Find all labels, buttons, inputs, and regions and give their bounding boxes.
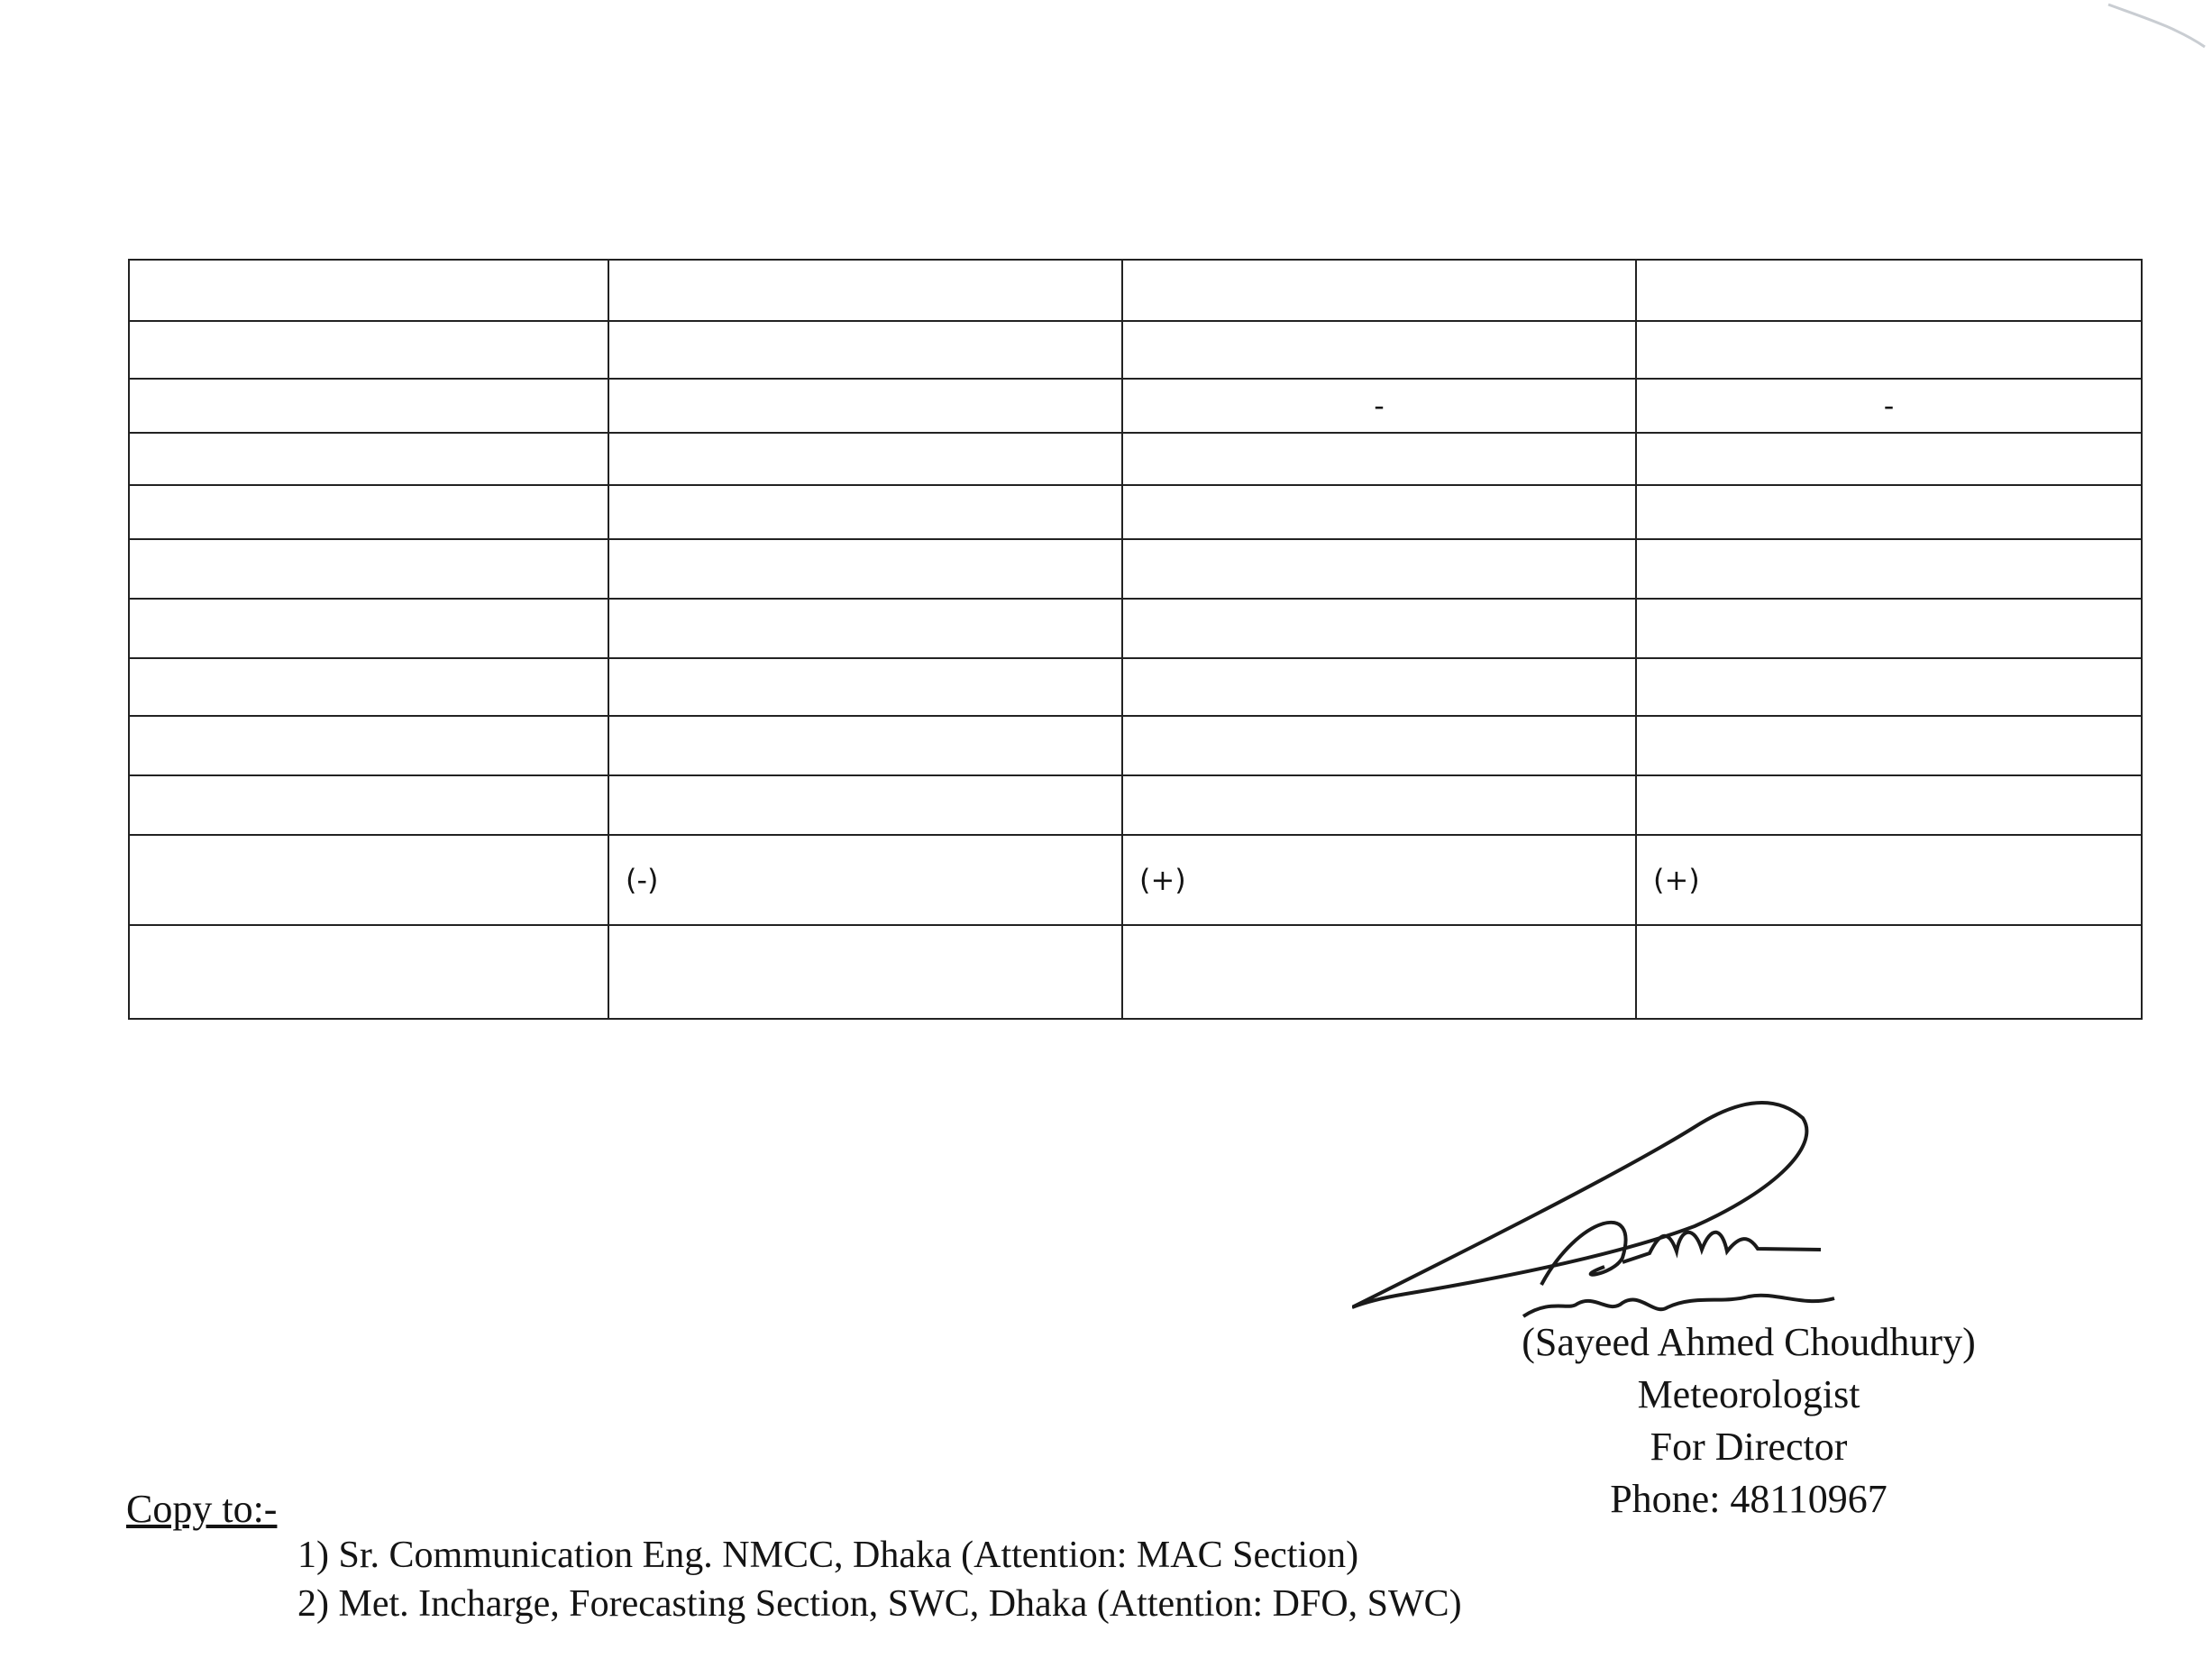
cell-value-pair xyxy=(1653,863,2125,897)
cell-value-primary: (-) xyxy=(626,863,659,897)
table-row xyxy=(129,658,2142,716)
cell-value-primary: (+) xyxy=(1139,863,1186,897)
copy-to-item: 2) Met. Incharge, Forecasting Section, SWC, Dhaka (Attention: DFO, SWC) xyxy=(297,1583,1462,1625)
table-cell xyxy=(1122,775,1636,835)
table-cell xyxy=(608,379,1122,433)
signatory-designation: Meteorologist xyxy=(1637,1372,1860,1416)
table-cell xyxy=(1122,433,1636,485)
table-cell xyxy=(1122,321,1636,379)
signatory-on-behalf: For Director xyxy=(1650,1425,1848,1469)
row-label xyxy=(129,260,608,321)
table-body xyxy=(129,260,2142,1019)
table-cell xyxy=(1636,835,2142,925)
table-cell xyxy=(1122,925,1636,1019)
table-row xyxy=(129,433,2142,485)
table-cell xyxy=(608,321,1122,379)
table-cell xyxy=(1122,260,1636,321)
table-cell xyxy=(608,433,1122,485)
table-row xyxy=(129,835,2142,925)
table-row xyxy=(129,775,2142,835)
table-cell xyxy=(1636,485,2142,539)
row-label xyxy=(129,599,608,658)
page-corner-scuff xyxy=(2104,0,2212,54)
row-label xyxy=(129,379,608,433)
table-cell xyxy=(608,539,1122,599)
table-cell xyxy=(1636,539,2142,599)
table-cell xyxy=(1636,658,2142,716)
copy-to-heading: Copy to:- xyxy=(126,1487,278,1531)
table-cell xyxy=(608,658,1122,716)
table-cell xyxy=(608,716,1122,775)
signature-block xyxy=(1406,1316,2091,1526)
row-label xyxy=(129,716,608,775)
table-row xyxy=(129,716,2142,775)
cell-value-pair xyxy=(626,863,1105,897)
row-label xyxy=(129,775,608,835)
signatory-name: (Sayeed Ahmed Choudhury) xyxy=(1522,1320,1976,1364)
copy-to-list xyxy=(297,1531,1462,1628)
row-label xyxy=(129,485,608,539)
row-label xyxy=(129,835,608,925)
cell-value-primary: (+) xyxy=(1653,863,1700,897)
table-cell xyxy=(1636,260,2142,321)
table-cell xyxy=(1636,433,2142,485)
table-cell xyxy=(1122,835,1636,925)
table-cell xyxy=(1122,599,1636,658)
table-cell xyxy=(1122,539,1636,599)
row-label xyxy=(129,433,608,485)
moon-position-table xyxy=(128,259,2143,1020)
table-cell xyxy=(608,925,1122,1019)
row-label xyxy=(129,658,608,716)
signature-scribble xyxy=(1352,1091,1929,1343)
table-cell xyxy=(1636,716,2142,775)
cell-value-pair xyxy=(1139,863,1619,897)
table-cell: - xyxy=(1122,379,1636,433)
table-cell xyxy=(1636,321,2142,379)
row-label xyxy=(129,925,608,1019)
table-row xyxy=(129,321,2142,379)
table-cell xyxy=(1636,599,2142,658)
table-cell xyxy=(1122,716,1636,775)
row-label xyxy=(129,539,608,599)
table-row xyxy=(129,379,2142,433)
table-cell xyxy=(1636,925,2142,1019)
table-cell xyxy=(1122,658,1636,716)
document-title xyxy=(0,70,2212,128)
table-cell xyxy=(1122,485,1636,539)
table-cell xyxy=(1636,775,2142,835)
table-row xyxy=(129,925,2142,1019)
table-cell xyxy=(608,260,1122,321)
table-cell xyxy=(608,835,1122,925)
table-cell xyxy=(608,599,1122,658)
table-row xyxy=(129,539,2142,599)
table-cell: - xyxy=(1636,379,2142,433)
table-row xyxy=(129,485,2142,539)
table-row xyxy=(129,260,2142,321)
table-row xyxy=(129,599,2142,658)
signatory-phone: Phone: 48110967 xyxy=(1610,1477,1888,1521)
row-label xyxy=(129,321,608,379)
copy-to-item: 1) Sr. Communication Eng. NMCC, Dhaka (Attention: MAC Section) xyxy=(297,1535,1359,1576)
table-cell xyxy=(608,485,1122,539)
table-cell xyxy=(608,775,1122,835)
